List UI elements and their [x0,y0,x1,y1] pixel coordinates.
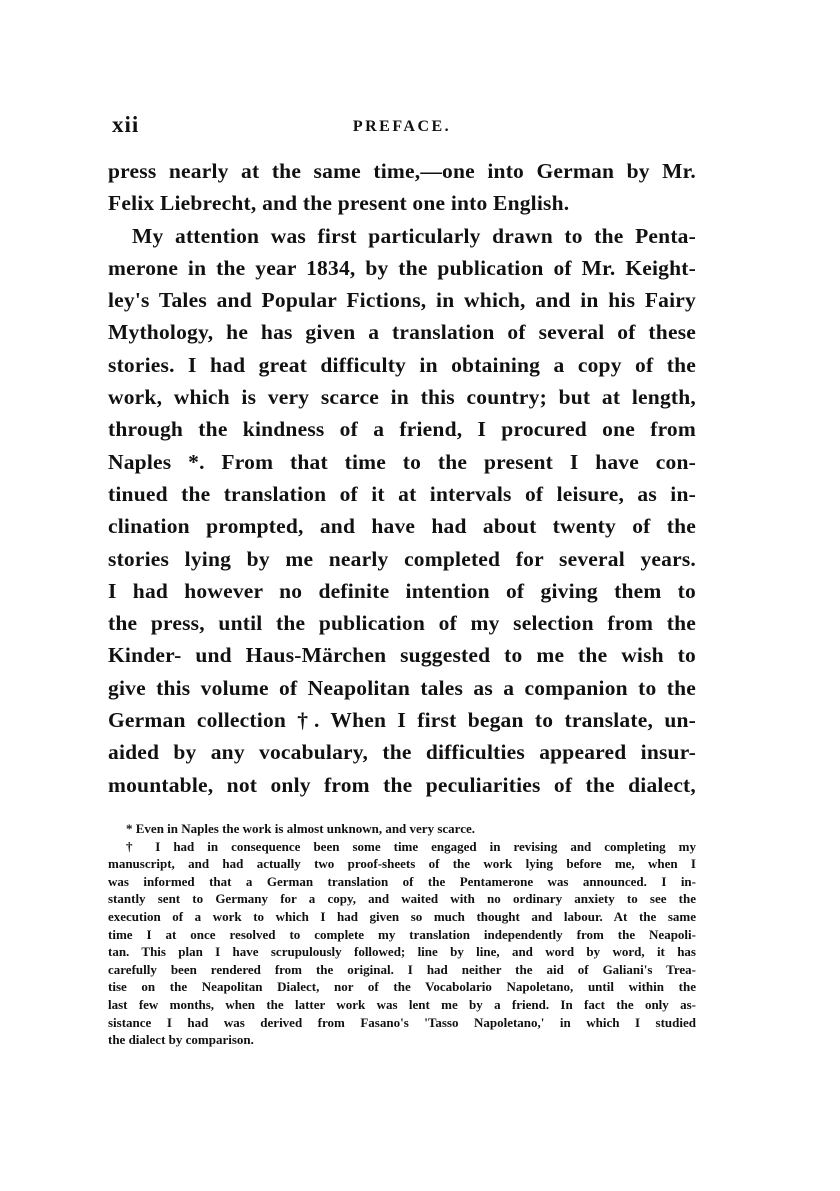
body-line: Kinder- und Haus-Märchen suggested to me the wish to [108,643,696,668]
body-line: give this volume of Neapolitan tales as a companion to the [108,675,696,700]
footnote-line: * Even in Naples the work is almost unknown, and very scarce. [126,821,475,836]
page-number: xii [112,112,140,137]
footnote-line: manuscript, and had actually two proof-sheets of the work lying before me, when I [108,856,696,872]
footnote-line: † I had in consequence been some time engaged in revising and completing my [126,838,696,854]
body-line: Felix Liebrecht, and the present one into English. [108,191,570,216]
running-head: PREFACE. [352,118,452,135]
footnotes [108,820,696,1049]
footnote-line: sistance I had was derived from Fasano's 'Tasso Napoletano,' in which I studied [108,1014,696,1030]
footnote-line: execution of a work to which I had given so much thought and labour. At the same [108,908,696,924]
body-line: tinued the translation of it at intervals of leisure, as in- [108,481,696,506]
footnote-line: tan. This plan I have scrupulously followed; line by line, and word by word, it has [108,944,696,960]
footnote-line: stantly sent to Germany for a copy, and waited with no ordinary anxiety to see the [108,891,696,907]
footnote-line: carefully been rendered from the original. I had neither the aid of Galiani's Trea- [108,961,696,977]
body-line: My attention was first particularly drawn to the Penta- [132,223,696,248]
body-line: through the kindness of a friend, I procured one from [108,417,696,442]
body-line: work, which is very scarce in this country; but at length, [108,385,696,410]
footnote-line: was informed that a German translation of the Pentamerone was announced. I in- [108,873,696,889]
body-line: clination prompted, and have had about twenty of the [108,514,696,539]
body-line: merone in the year 1834, by the publication of Mr. Keight- [108,255,696,280]
footnote-line: last few months, when the latter work was lent me by a friend. In fact the only as- [108,996,696,1012]
body-line: the press, until the publication of my selection from the [108,611,696,636]
body-line: stories. I had great difficulty in obtaining a copy of the [108,352,696,377]
footnote-line: time I at once resolved to complete my translation independently from the Neapoli- [108,926,696,942]
body-line: mountable, not only from the peculiarities of the dialect, [108,772,696,797]
body-line: Naples *. From that time to the present I have con- [108,449,696,474]
footnote-line: the dialect by comparison. [108,1032,254,1048]
page-header [108,104,696,144]
body-line: Mythology, he has given a translation of several of these [108,320,696,345]
body-line: I had however no definite intention of giving them to [108,578,696,603]
body-line: press nearly at the same time,—one into German by Mr. [108,159,696,183]
body-line: ley's Tales and Popular Fictions, in which, and in his Fairy [108,288,696,313]
body-line: stories lying by me nearly completed for several years. [108,546,696,571]
body-text [108,155,696,801]
body-line: aided by any vocabulary, the difficulties appeared insur- [108,740,696,765]
body-line: German collection †. When I first began to translate, un- [108,708,696,733]
footnote-line: tise on the Neapolitan Dialect, nor of the Vocabolario Napoletano, until within the [108,979,696,995]
